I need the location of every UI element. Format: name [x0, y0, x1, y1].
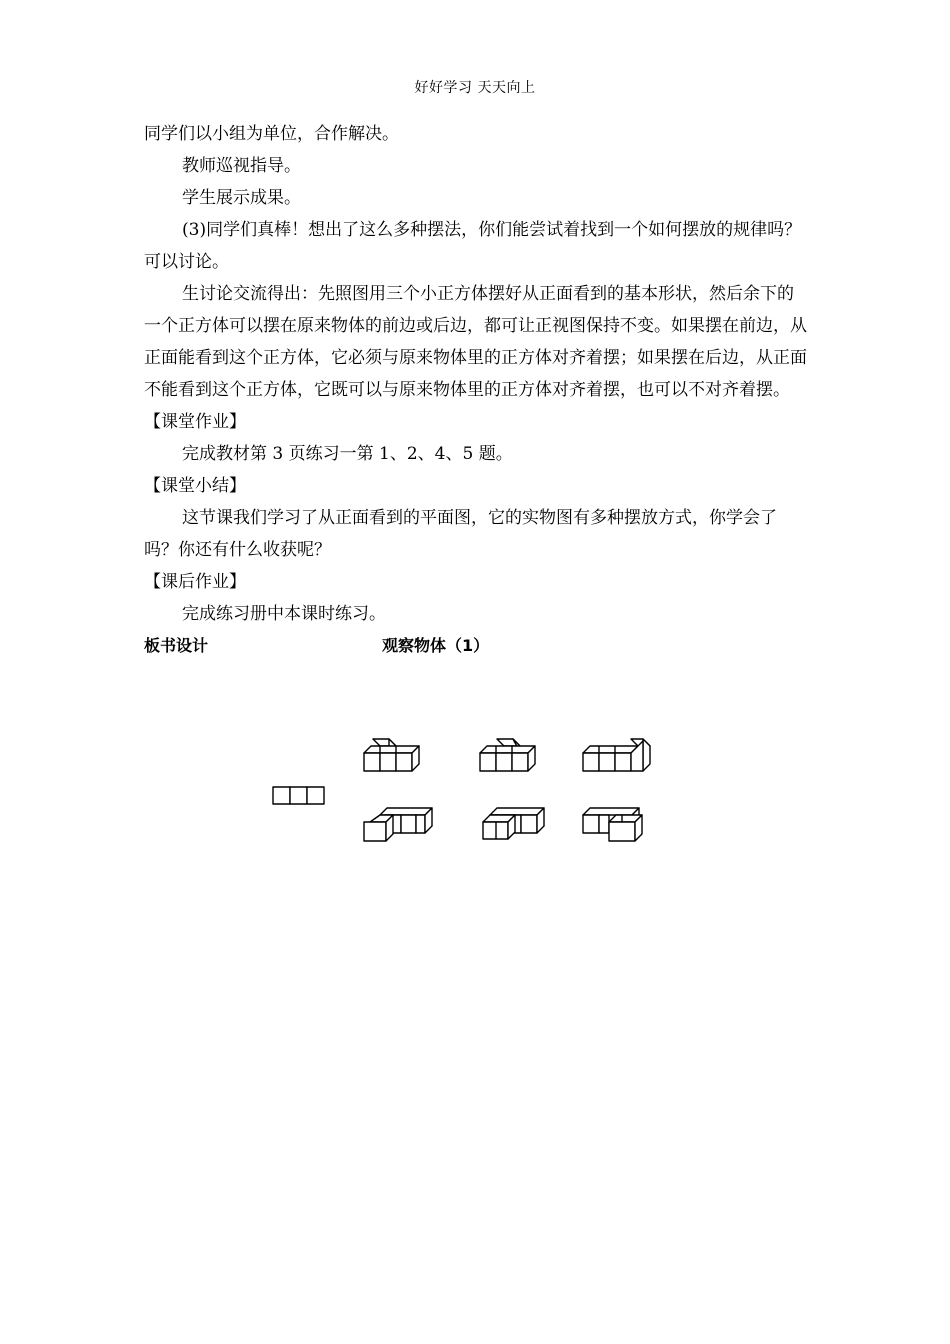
paragraph-3: 学生展示成果。 [182, 188, 301, 208]
paragraph-5: 生讨论交流得出：先照图用三个小正方体摆好从正面看到的基本形状，然后余下的一个正方体可以摆在原来物体的前边或后边，都可让正视图保持不变。如果摆在前边，从正面能看到这个正方体，它必须与原来物体里的正方体对齐着摆；如果摆在后边，从正面不能看到这个正方体，它既可以与原来物体里的正方体对齐着摆，也可以不对齐着摆。 [144, 284, 807, 400]
paragraph-classwork: 完成教材第 3 页练习一第 1、2、4、5 题。 [182, 444, 513, 464]
paragraph-2: 教师巡视指导。 [182, 156, 301, 176]
cube-arrangement-5 [483, 808, 544, 839]
paragraph-4: (3)同学们真棒！想出了这么多种摆法，你们能尝试着找到一个如何摆放的规律吗？可以讨论。 [144, 220, 802, 272]
paragraph-summary: 这节课我们学习了从正面看到的平面图，它的实物图有多种摆放方式，你学会了吗？你还有什么收获呢？ [144, 508, 777, 560]
section-heading-classwork: 【课堂作业】 [144, 412, 246, 432]
paragraph-homework: 完成练习册中本课时练习。 [182, 604, 386, 624]
board-title: 观察物体（1） [382, 636, 490, 655]
board-label: 板书设计 [144, 636, 209, 655]
cube-arrangement-4 [364, 808, 432, 841]
front-view-squares [273, 787, 324, 804]
cube-arrangement-6 [583, 808, 642, 841]
cube-arrangement-2 [480, 739, 535, 771]
cube-arrangement-1 [364, 739, 419, 771]
cube-arrangement-3 [583, 739, 650, 771]
section-heading-summary: 【课堂小结】 [144, 476, 246, 496]
paragraph-1: 同学们以小组为单位，合作解决。 [144, 124, 399, 144]
section-heading-homework: 【课后作业】 [144, 572, 246, 592]
page-header: 好好学习 天天向上 [414, 80, 536, 96]
